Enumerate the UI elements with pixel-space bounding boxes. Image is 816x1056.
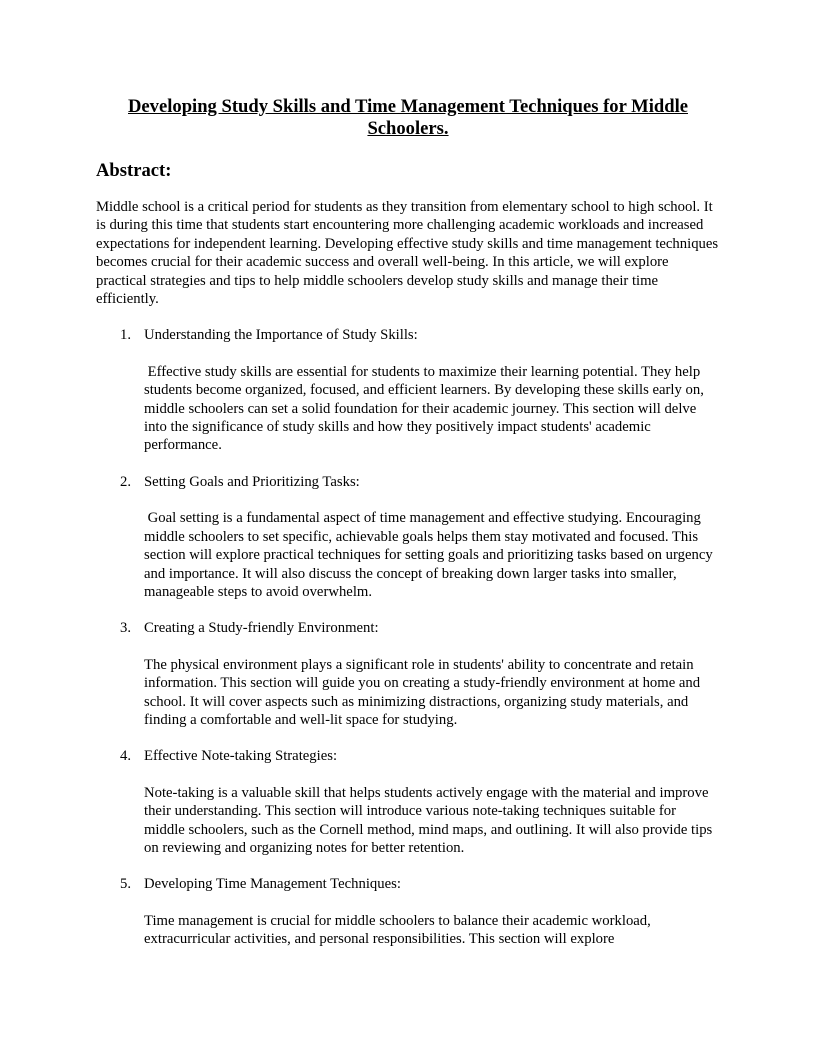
section-number: 5.	[120, 876, 132, 893]
abstract-heading: Abstract:	[96, 160, 172, 181]
section-body: Goal setting is a fundamental aspect of time management and effective studying. Encouraging middle schoolers to set specific, achievable goals helps them stay motivated and focused. This section will explore practical techniques for setting goals and prioritizing tasks based on urgency and importance. It will also discuss the concept of breaking down larger tasks into smaller, manageable steps to avoid overwhelm.	[144, 510, 717, 600]
section-item-5	[96, 875, 720, 948]
section-heading: Setting Goals and Prioritizing Tasks:	[144, 473, 360, 490]
section-item-3	[96, 619, 720, 729]
section-list	[96, 326, 720, 948]
section-body: Note-taking is a valuable skill that helps students actively engage with the material and improve their understanding. This section will introduce various note-taking techniques suitable for middle schoolers, such as the Cornell method, mind maps, and outlining. It will also provide tips on reviewing and organizing notes for better retention.	[144, 784, 713, 856]
section-heading: Developing Time Management Techniques:	[144, 876, 401, 893]
section-number: 2.	[120, 473, 132, 490]
section-heading: Understanding the Importance of Study Skills:	[144, 327, 418, 344]
section-body: Time management is crucial for middle schoolers to balance their academic workload, extracurricular activities, and personal responsibilities. This section will explore	[144, 912, 651, 948]
section-item-4	[96, 747, 720, 857]
document-page	[96, 96, 720, 949]
section-heading: Effective Note-taking Strategies:	[144, 748, 338, 765]
section-number: 3.	[120, 620, 132, 637]
section-number: 4.	[120, 748, 132, 765]
section-body: The physical environment plays a significant role in students' ability to concentrate and retain information. This section will guide you on creating a study-friendly environment at home and school. It will cover aspects such as minimizing distractions, organizing study materials, and finding a comfortable and well-lit space for studying.	[144, 656, 701, 728]
section-body: Effective study skills are essential for students to maximize their learning potential. They help students become organized, focused, and efficient learners. By developing these skills early on, middle schoolers can set a solid foundation for their academic journey. This section will delve into the significance of study skills and how they positively impact students' academic performance.	[144, 363, 708, 454]
document-title: Developing Study Skills and Time Management Techniques for Middle Schoolers.	[128, 96, 688, 139]
section-item-1	[96, 326, 720, 454]
section-number: 1.	[120, 327, 132, 344]
section-item-2	[96, 473, 720, 601]
section-heading: Creating a Study-friendly Environment:	[144, 620, 379, 637]
abstract-paragraph: Middle school is a critical period for students as they transition from elementary school to high school. It is during this time that students start encountering more challenging academic workloads and increased expectations for independent learning. Developing effective study skills and time management techniques becomes crucial for their academic success and overall well-being. In this article, we will explore practical strategies and tips to help middle schoolers develop study skills and manage their time efficiently.	[96, 199, 719, 308]
